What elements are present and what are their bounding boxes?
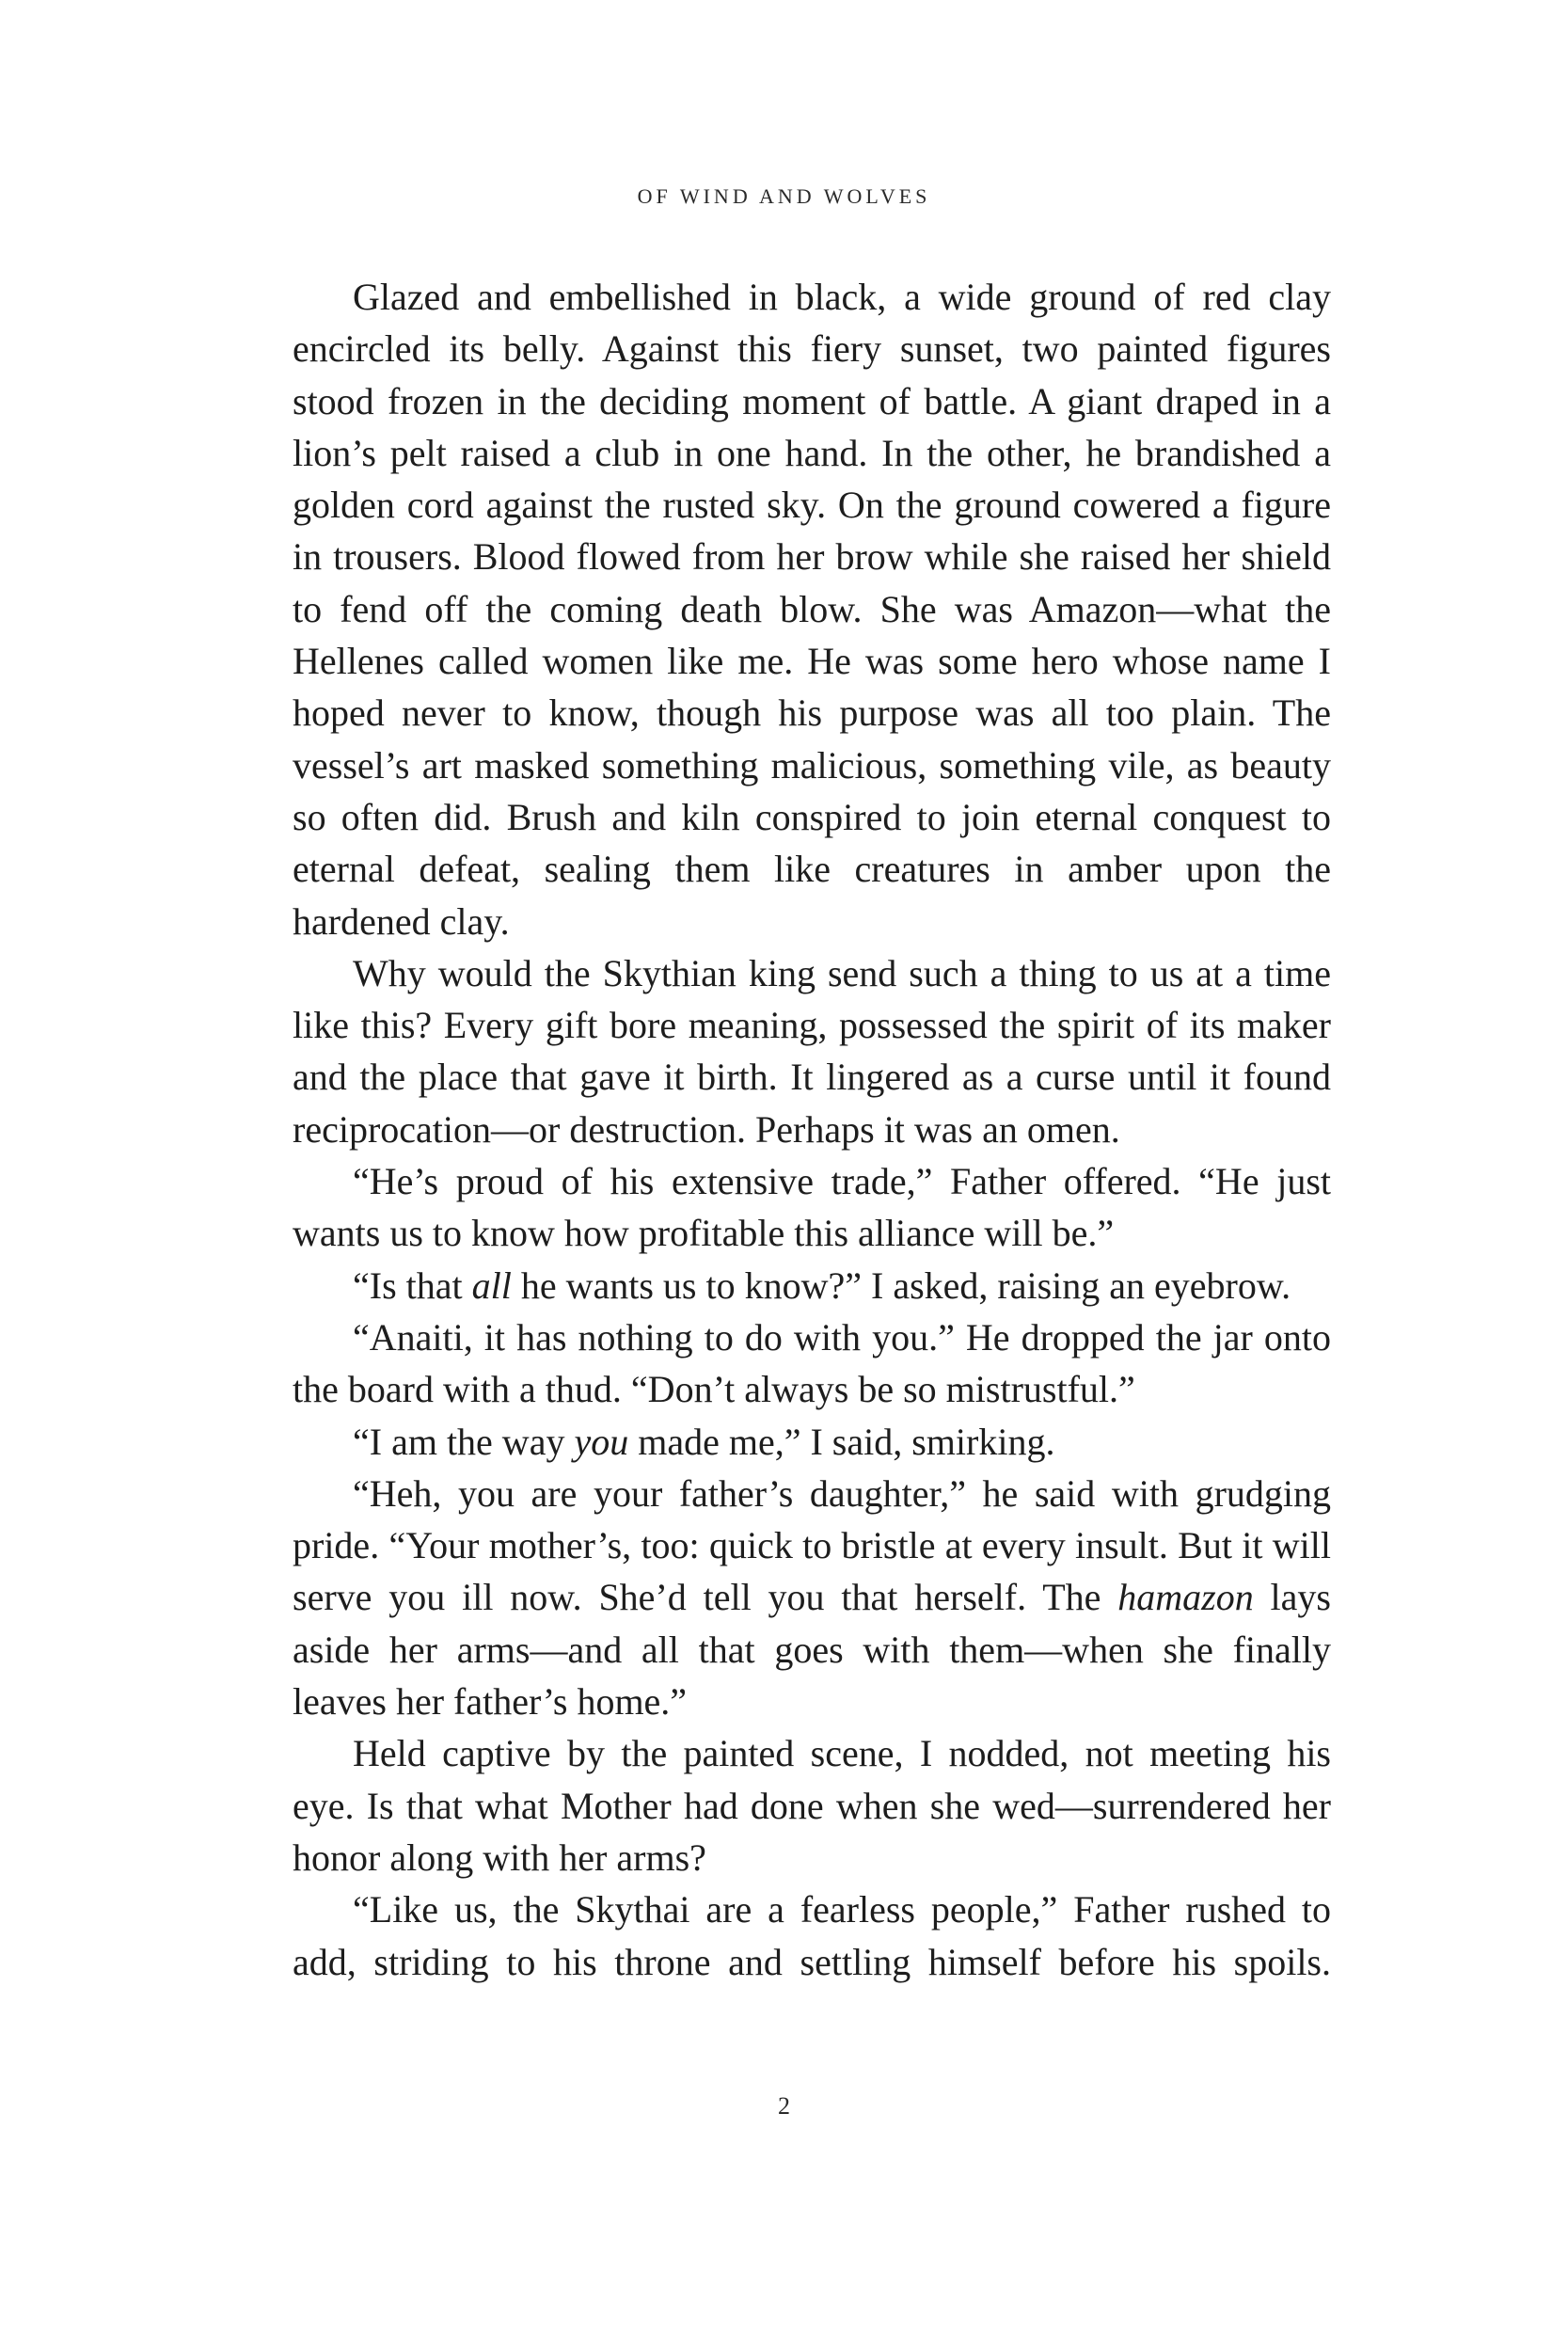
text-run: “Heh, you are your father’s daughter,” he said with grudging pride. “Your mother’s, too: quick to bristle at every insult. But it will serve you ill now. She’d tell you that herself. The [293, 1471, 1331, 1619]
running-head: OF WIND AND WOLVES [637, 184, 931, 208]
body-text [293, 271, 1331, 1988]
paragraph [293, 1416, 1331, 1468]
paragraph [293, 271, 1331, 947]
text-run: “Anaiti, it has nothing to do with you.” He dropped the jar onto the board with a thud. “Don’t always be so mistrustful.” [293, 1315, 1331, 1411]
text-run: “Is that [353, 1263, 472, 1307]
paragraph [293, 1155, 1331, 1260]
paragraph [293, 1260, 1331, 1311]
paragraph [293, 1311, 1331, 1416]
text-run: Why would the Skythian king send such a thing to us at a time like this? Every gift bore meaning, possessed the spirit of its maker and the place that gave it birth. It lingered as a curse until it found reciprocation—or destruction. Perhaps it was an omen. [293, 951, 1331, 1151]
text-run: he wants us to know?” I asked, raising an eyebrow. [511, 1263, 1291, 1307]
text-run: “He’s proud of his extensive trade,” Father offered. “He just wants us to know how profitable this alliance will be.” [293, 1160, 1331, 1255]
text-run: “I am the way [353, 1420, 575, 1463]
italic-text: hamazon [1117, 1576, 1254, 1619]
page-number: 2 [778, 2092, 790, 2120]
italic-text: you [574, 1420, 629, 1463]
paragraph [293, 1468, 1331, 1727]
paragraph [293, 947, 1331, 1155]
paragraph [293, 1883, 1331, 1988]
paragraph [293, 1727, 1331, 1883]
text-run: “Like us, the Skythai are a fearless people,” Father rushed to add, striding to his throne and settling himself before his spoils. [293, 1888, 1331, 1983]
text-run: lays aside her arms—and all that goes with them—when she finally leaves her father’s home.” [293, 1576, 1331, 1724]
text-run: made me,” I said, smirking. [628, 1420, 1055, 1463]
text-run: Held captive by the painted scene, I nodded, not meeting his eye. Is that what Mother had done when she wed—surrendered her honor along with her arms? [293, 1732, 1331, 1879]
italic-text: all [471, 1263, 512, 1307]
text-run: Glazed and embellished in black, a wide ground of red clay encircled its belly. Against this fiery sunset, two painted figures stood frozen in the deciding moment of battle. A giant draped in a lion’s pelt raised a club in one hand. In the other, he brandished a golden cord against the rusted sky. On the ground cowered a figure in trousers. Blood flowed from her brow while she raised her shield to fend off the coming death blow. She was Amazon—what the Hellenes called women like me. He was some hero whose name I hoped never to know, though his purpose was all too plain. The vessel’s art masked something malicious, something vile, as beauty so often did. Brush and kiln conspired to join eternal conquest to eternal defeat, sealing them like creatures in amber upon the hardened clay. [293, 276, 1331, 943]
